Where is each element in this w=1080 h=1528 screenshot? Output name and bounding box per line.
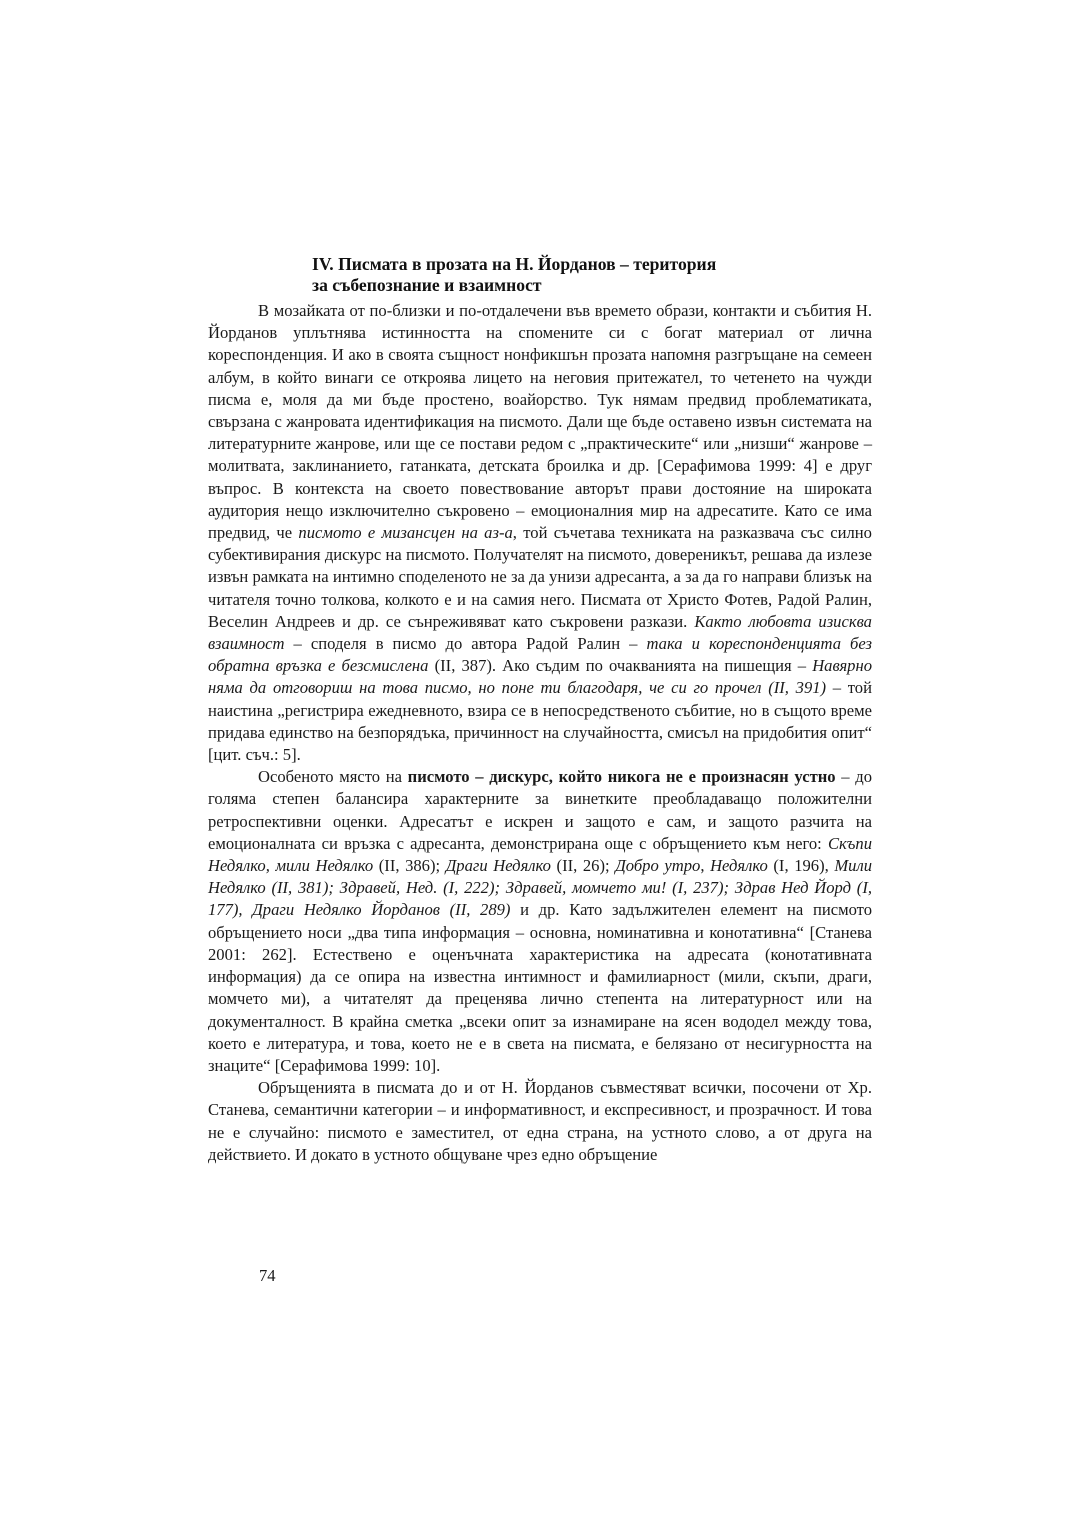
text-run: и др. Като задължителен елемент на писмото обръщението носи „два типа информация – основна, номинативна и конотативна“ [Станева 2001: 262]. Естествено е оценъчната характеристика на адресата (конотативната информация) да се опира на известна интимност и фамилиарност (мили, скъпи, драги, момчето ми), а читателят да преценява лично степента на литературност или на документалност. В крайна сметка „всеки опит за изнамиране на ясен вододел между това, което е литература, и това, което не е в света на писмата, е белязано от несигурността на знаците“ [Серафимова 1999: 10]. <box>208 900 873 1075</box>
text-run: В мозайката от по-близки и по-отдалечени във времето образи, контакти и събития Н. Йорданов уплътнява истинността на спомените си с богат материал от лична кореспонденция. И ако в своята същност нонфикшън прозата напомня разгръщане на семеен албум, в който винаги се откроява лицето на неговия притежател, то четенето на чужди писма е, моля да ми бъде простено, воайорство. Тук нямам предвид проблематиката, свързана с жанровата идентификация на писмото. Дали ще бъде оставено извън системата на литературните жанрове, или ще се постави редом с „практическите“ или „низши“ жанрове – молитвата, заклинанието, гатанката, детската броилка и др. [Серафимова 1999: 4] е друг въпрос. В контекста на своето повествование авторът прави достояние на широката аудитория нещо изключително съкровено – емоционалния мир на адресатите. Като се има предвид, че <box>208 301 872 543</box>
text-run: Особеното място на <box>258 767 408 787</box>
text-block <box>208 254 872 1166</box>
text-run: – до голяма степен балансира характерните за винетките преобладаващо положителни ретроспективни оценки. Адресатът е искрен и защото е сам, и защото разчита на емоционалната си връзка с адресанта, демонстрирана още с обръщението към него: <box>208 767 872 853</box>
text-run: – той наистина „регистрира ежедневното, взира се в непосредственото събитие, но в същото време придава единство на безпорядъка, причинност на случайността, смисъл на придобития опит“ [цит. съч.: 5]. <box>208 678 872 765</box>
text-run: (I, 196), <box>767 856 835 876</box>
paragraph-2 <box>208 766 872 1077</box>
text-run: Драги Недялко <box>445 856 551 876</box>
section-heading <box>312 254 872 296</box>
paragraph-3 <box>208 1077 872 1166</box>
text-run: Добро утро <box>615 856 701 876</box>
paragraph-1 <box>208 300 872 766</box>
text-run: Скъпи Недялко, мили Недялко <box>208 833 872 876</box>
page-number: 74 <box>259 1266 276 1285</box>
text-run: (II, 386); <box>373 856 446 876</box>
text-run: , <box>700 856 711 876</box>
text-run: (II, 26); <box>550 856 616 876</box>
text-run: , той съчетава техниката на разказвача със силно субективирания дискурс на писмото. Получателят на писмото, довереникът, решава да излезе извън рамката на интимно споделеното не за да унизи адресанта, а за да го направи близък на читателя точно толкова, колкото е и на самия него. Писмата от Христо Фотев, Радой Ралин, Веселин Андреев и др. се сънреживяват като съкровени разкази. <box>208 523 872 631</box>
text-run: Както любовта изисква взаимност <box>208 611 872 654</box>
text-run: Обръщенията в писмата до и от Н. Йорданов съвместяват всички, посочени от Хр. Станева, семантични категории – и информативност, и експресивност, и прозрачност. И това не е случайно: писмото е заместител, от една страна, на устното слово, а от друга на действието. И докато в устното общуване чрез едно обръщение <box>208 1078 872 1164</box>
heading-line-2: за събепознание и взаимност <box>312 275 542 295</box>
text-run: – споделя в писмо до автора Радой Ралин – <box>284 634 647 654</box>
text-run: писмото е мизансцен на аз-а <box>298 523 513 543</box>
text-run: писмото – дискурс, който никога не е произнасян устно <box>407 767 836 787</box>
heading-line-1: IV. Писмата в прозата на Н. Йорданов – територия <box>312 254 717 274</box>
text-run: Недялко <box>710 856 768 876</box>
text-run: (II, 387). Ако съдим по очакванията на пишещия – <box>428 656 813 676</box>
text-run: Мили Недялко (II, 381); Здравей, Нед. (I, 222); Здравей, момчето ми! (I, 237); Здрав Нед Йорд (I, 177), Драги Недялко Йорданов (II, 289) <box>208 856 873 920</box>
text-run: Навярно няма да отговориш на това писмо, но поне ти благодаря, че си го прочел (II, 391) <box>208 656 872 698</box>
text-run: така и кореспонденцията без обратна връзка е безсмислена <box>208 634 872 676</box>
